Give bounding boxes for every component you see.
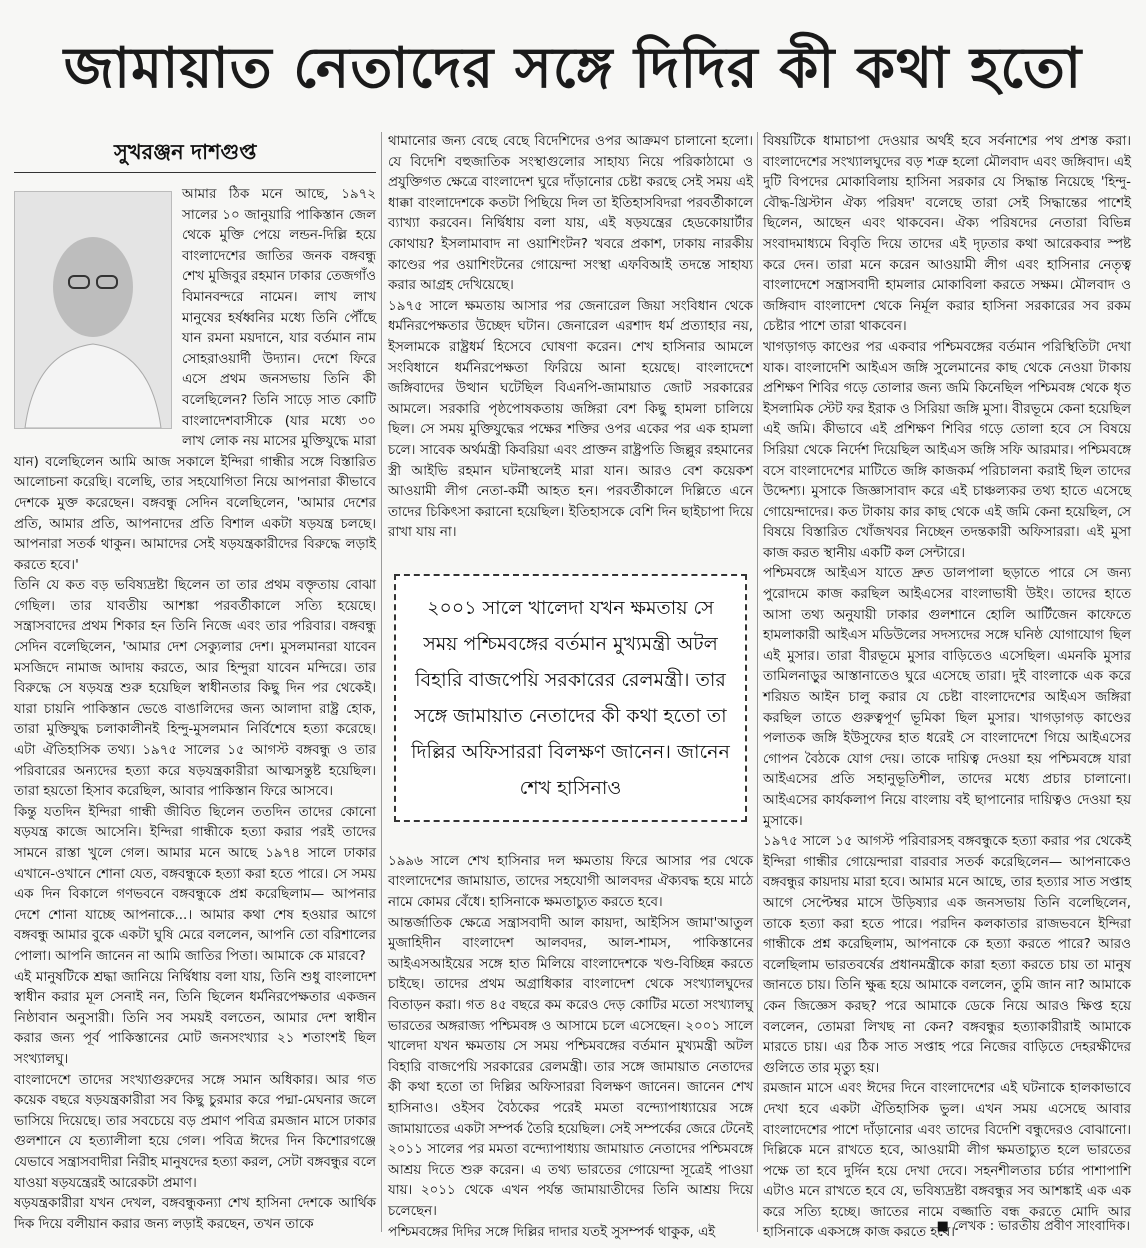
pull-quote: ২০০১ সালে খালেদা যখন ক্ষমতায় সে সময় পশ্চিমবঙ্গের বর্তমান মুখ্যমন্ত্রী অটল বিহারি বাজপেয়ি সরকারের রেলমন্ত্রী। তার সঙ্গে জামায়াত নেতাদের কী কথা হতো তা দিল্লির অফিসাররা বিলক্ষণ জানেন। জানেন শেখ হাসিনাও (394, 574, 747, 822)
column-2 (388, 132, 753, 1243)
paragraph: আমার ঠিক মনে আছে, ১৯৭২ সালের ১০ জানুয়ারি পাকিস্তান জেল থেকে মুক্তি পেয়ে লন্ডন-দিল্লি হয়ে বাংলাদেশের জাতির জনক বঙ্গবন্ধু শেখ মুজিবুর রহমান ঢাকার তেজগাঁও বিমানবন্দরে নামেন। লাখ লাখ মানুষের হর্ষধ্বনির মধ্যে তিনি পৌঁছে যান রমনা ময়দানে, যার বর্তমান নাম সোহরাওয়ার্দী উদ্যান। দেশে ফিরে এসে প্রথম জনসভায় তিনি কী বলেছিলেন? তিনি সাড়ে সাত কোটি বাংলাদেশবাসীকে (যার মধ্যে ৩০ লাখ লোক নয় মাসের মুক্তিযুদ্ধে মারা যান) বলেছিলেন আমি আজ সকালে ইন্দিরা গান্ধীর সঙ্গে বিস্তারিত আলোচনা করেছি। বলেছি, তার সহযোগিতা নিয়ে আপনারা কীভাবে দেশকে মুক্ত করেছেন। বঙ্গবন্ধু সেদিন বলেছিলেন, 'আমার দেশের প্রতি, আমার প্রতি, আপনাদের প্রতি বিশাল একটা ষড়যন্ত্র চলছে। আপনারা সতর্ক থাকুন। আমাদের সেই ষড়যন্ত্রকারীদের বিরুদ্ধে লড়াই করতে হবে।' (14, 187, 376, 573)
paragraph: থামানোর জন্য বেছে বেছে বিদেশিদের ওপর আক্রমণ চালানো হলো। যে বিদেশি বহুজাতিক সংস্থাগুলোর সাহায্য নিয়ে পরিকাঠামো ও প্রযুক্তিগত ক্ষেত্রে বাংলাদেশ ঘুরে দাঁড়ানোর চেষ্টা করছে সেই সময় এই ধাক্কা বাংলাদেশকে কতটা পিছিয়ে দিল তা ইতিহাসবিদরা পরবর্তীকালে ব্যাখ্যা করবেন। নির্দ্বিধায় বলা যায়, এই ষড়যন্ত্রের হেডকোয়ার্টার কোথায়? ইসলামাবাদ না ওয়াশিংটন? খবরে প্রকাশ, ঢাকায় নারকীয় কাণ্ডের পর ওয়াশিংটনের গোয়েন্দা সংস্থা এফবিআই তদন্তে সাহায্য করার আগ্রহ দেখিয়েছে। (388, 134, 753, 294)
column-1 (14, 132, 376, 1235)
paragraph: ষড়যন্ত্রকারীরা যখন দেখল, বঙ্গবন্ধুকন্যা শেখ হাসিনা দেশকে আর্থিক দিক দিয়ে বলীয়ান করার জন্য লড়াই করছেন, তখন তাকে (14, 1196, 376, 1232)
paragraph: এই মানুষটিকে শ্রদ্ধা জানিয়ে নির্দ্বিধায় বলা যায়, তিনি শুধু বাংলাদেশ স্বাধীন করার মূল সেনাই নন, তিনি ছিলেন ধর্মনিরপেক্ষতার একজন নিষ্ঠাবান অনুসারী। তিনি সব সময়ই বলতেন, আমার দেশ স্বাধীন করার জন্য পূর্ব পাকিস্তানের মোট জনসংখ্যার ২১ শতাংশই ছিল সংখ্যালঘু। (14, 969, 376, 1067)
paragraph: ১৯৯৬ সালে শেখ হাসিনার দল ক্ষমতায় ফিরে আসার পর থেকে বাংলাদেশের জামায়াত, তাদের সহযোগী আলবদর ঐক্যবদ্ধ হয়ে মাঠে নামে কোমর বেঁধে। হাসিনাকে ক্ষমতাচ্যুত করতে হবে। (388, 853, 753, 911)
author-note: ■ লেখক : ভারতীয় প্রবীণ সাংবাদিক। (936, 1219, 1130, 1234)
paragraph: বিষয়টিকে ধামাচাপা দেওয়ার অর্থই হবে সর্বনাশের পথ প্রশস্ত করা। বাংলাদেশের সংখ্যালঘুদের বড় শত্রু হলো মৌলবাদ এবং জঙ্গিবাদ। এই দুটি বিপদের মোকাবিলায় হাসিনা সরকার যে সিদ্ধান্ত নিয়েছে 'হিন্দু-বৌদ্ধ-খ্রিস্টান ঐক্য পরিষদ' বলেছে তারা সেই সিদ্ধান্তের পাশেই ছিলেন, আছেন এবং থাকবেন। ঐক্য পরিষদের নেতারা বিভিন্ন সংবাদমাধ্যমে বিবৃতি দিয়ে তাদের এই দৃঢ়তার কথা আরেকবার স্পষ্ট করে দেন। তারা মনে করেন আওয়ামী লীগ এবং হাসিনার নেতৃত্ব বাংলাদেশে সন্ত্রাসবাদী হামলার মোকাবিলা করতে সক্ষম। মৌলবাদ ও জঙ্গিবাদ বাংলাদেশ থেকে নির্মূল করার হাসিনা সরকারের সব রকম চেষ্টার পাশে তারা থাকবেন। (763, 134, 1131, 335)
paragraph: পশ্চিমবঙ্গের দিদির সঙ্গে দিল্লির দাদার যতই সুসম্পর্ক থাকুক, এই (388, 1224, 716, 1240)
column-3 (763, 132, 1131, 1244)
paragraph: বাংলাদেশে তাদের সংখ্যাগুরুদের সঙ্গে সমান অধিকার। আর গত কয়েক বছরে ষড়যন্ত্রকারীরা সব কিছু চুরমার করে পদ্মা-মেঘনার জলে ভাসিয়ে দিয়েছে। তার সবচেয়ে বড় প্রমাণ পবিত্র রমজান মাসে ঢাকার গুলশানে যে হত্যালীলা হয়ে গেল। পবিত্র ঈদের দিন কিশোরগঞ্জে যেভাবে সন্ত্রাসবাদীরা নিরীহ মানুষদের হত্যা করল, সেটা বঙ্গবন্ধুর বলে যাওয়া ষড়যন্ত্রেরই আরেকটা প্রমাণ। (14, 1072, 376, 1191)
paragraph: রমজান মাসে এবং ঈদের দিনে বাংলাদেশের এই ঘটনাকে হালকাভাবে দেখা হবে একটা ঐতিহাসিক ভুল। এখন সময় এসেছে আবার বাংলাদেশের পাশে দাঁড়ানোর এবং তাদের বিদেশি বন্ধুদেরও বোঝানো। দিল্লিকে মনে রাখতে হবে, আওয়ামী লীগ ক্ষমতাচ্যুত হলে ভারতের পক্ষে তা হবে দুর্দিন হয়ে দেখা দেবে। সহনশীলতার চর্চার পাশাপাশি এটাও মনে রাখতে হবে যে, ভবিষ্যদ্রষ্টা বঙ্গবন্ধুর সব আশঙ্কাই এক এক করে সত্যি হচ্ছে। জাতের নামে বজ্জাতি বন্ধ করতে মোদি আর হাসিনাকে একসঙ্গে কাজ করতে হবে। (763, 1081, 1131, 1241)
paragraph: তিনি যে কত বড় ভবিষ্যদ্রষ্টা ছিলেন তা তার প্রথম বক্তৃতায় বোঝা গেছিল। তার যাবতীয় আশঙ্কা পরবর্তীকালে সত্যি হয়েছে। সন্ত্রাসবাদের প্রথম শিকার হন তিনি নিজে এবং তার পরিবার। বঙ্গবন্ধু সেদিন বলেছিলেন, 'আমার দেশ সেক্যুলার দেশ। মুসলমানরা যাবেন মসজিদে নামাজ আদায় করতে, আর হিন্দুরা যাবেন মন্দিরে। তার বিরুদ্ধে সে ষড়যন্ত্র শুরু হয়েছিল স্বাধীনতার কিছু দিন পর থেকেই। যারা চায়নি পাকিস্তান ভেঙে বাঙালিদের জন্য আলাদা রাষ্ট্র হোক, তারা মুক্তিযুদ্ধ চলাকালীনই হিন্দু-মুসলমান নির্বিশেষে হত্যা করেছে। এটা ঐতিহাসিক তথ্য। ১৯৭৫ সালের ১৫ আগস্ট বঙ্গবন্ধু ও তার পরিবারের অন্যদের হত্যা করে ষড়যন্ত্রকারীরা আত্মসন্তুষ্ট হয়েছিল। তারা হয়তো হিসাব করেছিল, আবার পাকিস্তান ফিরে আসবে। (14, 578, 376, 800)
paragraph: ১৯৭৫ সালে ক্ষমতায় আসার পর জেনারেল জিয়া সংবিধান থেকে ধর্মনিরপেক্ষতার উচ্ছেদ ঘটান। জেনারেল এরশাদ ধর্ম প্রত্যাহার নয়, ইসলামকে রাষ্ট্রধর্ম হিসেবে ঘোষণা করেন। শেখ হাসিনার আমলে সংবিধানে ধর্মনিরপেক্ষতা ফিরিয়ে আনা হয়েছে। বাংলাদেশে জঙ্গিবাদের উত্থান ঘটেছিল বিএনপি-জামায়াত জোট সরকারের আমলে। সরকারি পৃষ্ঠপোষকতায় জঙ্গিরা বেশ কিছু হামলা চালিয়ে ছিল। সে সময় মুক্তিযুদ্ধের পক্ষের শক্তির ওপর একের পর এক হামলা চলে। সাবেক অর্থমন্ত্রী কিবরিয়া এবং প্রাক্তন রাষ্ট্রপতি জিল্লুর রহমানের স্ত্রী আইভি রহমান ঘটনাস্থলেই মারা যান। আরও বেশ কয়েকশ আওয়ামী লীগ নেতা-কর্মী আহত হন। পরবর্তীকালে দিল্লিতে এনে তাদের চিকিৎসা করানো হয়েছিল। ইতিহাসকে বেশি দিন ছাইচাপা দিয়ে রাখা যায় না। (388, 298, 753, 541)
column-rule (381, 132, 382, 1232)
paragraph: পশ্চিমবঙ্গে আইএস যাতে দ্রুত ডালপালা ছড়াতে পারে সে জন্য পুরোদমে কাজ করছিল আইএসের বাংলাভাষী উইং। তাদের হাতে আসা তথ্য অনুযায়ী ঢাকার গুলশানে হোলি আর্টিজেন কাফেতে হামলাকারী আইএস মডিউলের সদস্যদের সঙ্গে ঘনিষ্ঠ যোগাযোগ ছিল এই মুসার। তারা বীরভূমে মুসার বাড়িতেও এসেছিল। এমনকি মুসার তামিলনাড়ুর আস্তানাতেও ঘুরে এসেছে তারা। দুই বাংলাকে এক করে শরিয়ত আইন চালু করার যে চেষ্টা বাংলাদেশের আইএস জঙ্গিরা করছিল তাতে গুরুত্বপূর্ণ ভূমিকা ছিল মুসার। খাগড়াগড় কাণ্ডের পলাতক জঙ্গি ইউসুফের হাত ধরেই সে বাংলাদেশে গিয়ে আইএসের গোপন বৈঠকে যোগ দেয়। তাকে দায়িত্ব দেওয়া হয় পশ্চিমবঙ্গে যারা আইএসের প্রতি সহানুভূতিশীল, তাদের মধ্যে প্রচার চালানো। আইএসের কার্যকলাপ নিয়ে বাংলায় বই ছাপানোর দায়িত্বও দেওয়া হয় মুসাকে। (763, 566, 1131, 829)
byline: সুখরঞ্জন দাশগুপ্ত (14, 132, 376, 173)
paragraph: খাগড়াগড় কাণ্ডের পর একবার পশ্চিমবঙ্গের বর্তমান পরিস্থিতিটা দেখা যাক। বাংলাদেশি আইএস জঙ্গি সুলেমানের কাছ থেকে নেওয়া টাকায় প্রশিক্ষণ শিবির গড়ে তোলার জন্য জমি কিনেছিল পশ্চিমবঙ্গ থেকে ধৃত ইসলামিক স্টেট ফর ইরাক ও সিরিয়া জঙ্গি মুসা। বীরভূমে কেনা হয়েছিল এই জমি। কীভাবে এই প্রশিক্ষণ শিবির গড়ে তোলা হবে সে বিষয়ে সিরিয়া থেকে নির্দেশ দিয়েছিল আইএস জঙ্গি সফি আরমার। পশ্চিমবঙ্গে বসে বাংলাদেশের মাটিতে জঙ্গি কাজকর্ম পরিচালনা করাই ছিল তাদের উদ্দেশ্য। মুসাকে জিজ্ঞাসাবাদ করে এই চাঞ্চল্যকর তথ্য হাতে এসেছে গোয়েন্দাদের। কত টাকায় কার কাছ থেকে এই জমি কেনা হয়েছিল, সে বিষয়ে বিস্তারিত খোঁজখবর নিচ্ছেন তদন্তকারী অফিসাররা। এই মুসা কাজ করত স্থানীয় একটি কল সেন্টারে। (763, 339, 1131, 561)
paragraph: আন্তর্জাতিক ক্ষেত্রে সন্ত্রাসবাদী আল কায়দা, আইসিস জামা'আতুল মুজাহিদীন বাংলাদেশ আলবদর, আল-শামস, পাকিস্তানের আইএসআইয়ের সঙ্গে হাত মিলিয়ে বাংলাদেশকে খণ্ড-বিচ্ছিন্ন করতে চাইছে। তাদের প্রথম অগ্রাধিকার বাংলাদেশ থেকে সংখ্যালঘুদের বিতাড়ন করা। গত ৪৫ বছরে কম করেও দেড় কোটির মতো সংখ্যালঘু ভারতের অঙ্গরাজ্য পশ্চিমবঙ্গ ও আসামে চলে এসেছেন। ২০০১ সালে খালেদা যখন ক্ষমতায় সে সময় পশ্চিমবঙ্গের বর্তমান মুখ্যমন্ত্রী অটল বিহারি বাজপেয়ি সরকারের রেলমন্ত্রী। তার সঙ্গে জামায়াত নেতাদের কী কথা হতো তা দিল্লির অফিসাররা বিলক্ষণ জানেন। জানেন শেখ হাসিনাও। ওইসব বৈঠকের পরেই মমতা বন্দ্যোপাধ্যায়ের সঙ্গে জামায়াতের একটা সম্পর্ক তৈরি হয়েছিল। সেই সম্পর্কের জেরে টেনেই ২০১১ সালের পর মমতা বন্দ্যোপাধ্যায় জামায়াত নেতাদের পশ্চিমবঙ্গে আশ্রয় দিতে শুরু করেন। এ তথ্য ভারতের গোয়েন্দা সূত্রেই পাওয়া যায়। ২০১১ থেকে এখন পর্যন্ত জামায়াতীদের তিনি আশ্রয় দিয়ে চলেছেন। (388, 915, 753, 1219)
headline: জামায়াত নেতাদের সঙ্গে দিদির কী কথা হতো (63, 35, 1083, 101)
paragraph: ১৯৭৫ সালে ১৫ আগস্ট পরিবারসহ বঙ্গবন্ধুকে হত্যা করার পর থেকেই ইন্দিরা গান্ধীর গোয়েন্দারা বারবার সতর্ক করেছিলেন— আপনাকেও বঙ্গবন্ধুর কায়দায় মারা হবে। আমার মনে আছে, তার হত্যার সাত সপ্তাহ আগে সেপ্টেম্বর মাসে উড়িষ্যার এক জনসভায় তিনি বলেছিলেন, তাকে হত্যা করা হতে পারে। পরদিন কলকাতার রাজভবনে ইন্দিরা গান্ধীকে প্রশ্ন করেছিলাম, আপনাকে কে হত্যা করতে পারে? আরও বলেছিলাম ভারতবর্ষের প্রধানমন্ত্রীকে কারা হত্যা করতে চায় তা মানুষ জানতে চায়। তিনি ক্ষুব্ধ হয়ে আমাকে বললেন, তুমি জান না? আমাকে কেন জিজ্ঞেস করছ? পরে আমাকে ডেকে নিয়ে আরও ক্ষিপ্ত হয়ে বললেন, তোমরা লিখছ না কেন? বঙ্গবন্ধুর হত্যাকারীরাই আমাকে মারতে চায়। এর ঠিক সাত সপ্তাহ পরে নিজের বাড়িতে দেহরক্ষীদের গুলিতে তার মৃত্যু হয়। (763, 834, 1131, 1076)
column-rule (757, 132, 758, 1232)
paragraph: কিন্তু যতদিন ইন্দিরা গান্ধী জীবিত ছিলেন ততদিন তাদের কোনো ষড়যন্ত্র কাজে আসেনি। ইন্দিরা গান্ধীকে হত্যা করার পরই তাদের সামনে রাস্তা খুলে গেল। আমার মনে আছে ১৯৭৪ সালে ঢাকার এখানে-ওখানে শোনা যেত, বঙ্গবন্ধুকে হত্যা করা হতে পারে। সে সময় এক দিন বিকালে গণভবনে বঙ্গবন্ধুকে প্রশ্ন করেছিলাম— আপনার দেশে শোনা যাচ্ছে আপনাকে...। আমার কথা শেষ হওয়ার আগে বঙ্গবন্ধু আমার বুকে একটা ঘুষি মেরে বললেন, আপনি তো বরিশালের পোলা। আপনি জানেন না আমি জাতির পিতা। আমাকে কে মারবে? (14, 804, 376, 964)
author-photo (14, 191, 172, 429)
